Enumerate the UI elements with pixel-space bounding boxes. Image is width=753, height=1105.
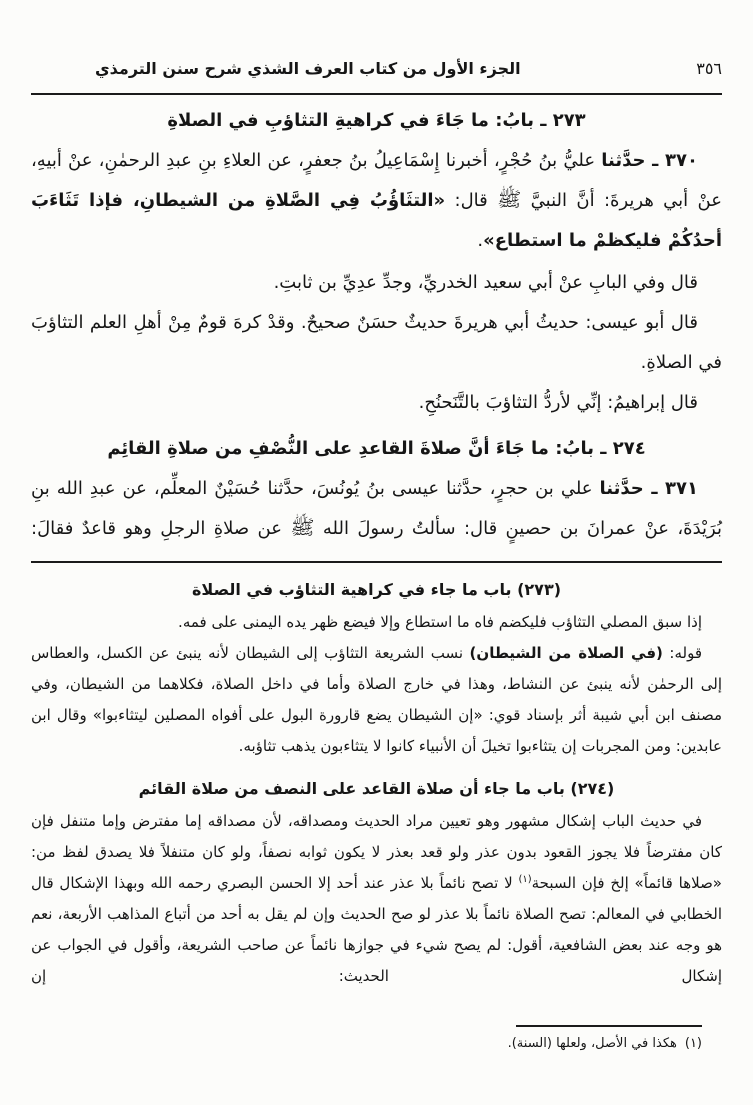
isnad-text: عليُّ بنُ حُجْرٍ، أخبرنا إِسْمَاعِيلُ بنُ جعفرٍ، عن العلاءِ بنِ عبدِ الرحمٰنِ، عنْ أبيهِ، عنْ أبي هريرةَ: أنَّ النبيَّ xyxy=(31,150,722,211)
hadith-number: ٣٧١ ـ حدَّثنا xyxy=(599,478,698,499)
commentary-body: لا تصح نائماً بلا عذر عند أحد إلا الحسن البصري رحمه الله وبهذا الإشكال قال الخطابي في المعالم: تصح الصلاة نائماً بلا عذر لو صح الحديث وإن لم يقل به أحد من أتباع المذاهب الأربعة، نعم هو وجه عند بعض الشافعية، أقول: لم يصح شيء في جوازها نائماً عن صاحب الشريعة، وأقول في الجواب عن إشكال الحديث: إن xyxy=(31,874,722,985)
qawluhu-paragraph xyxy=(31,638,722,762)
hadith-rest: عن صلاةِ الرجلِ وهو قاعدٌ فقالَ: xyxy=(31,518,291,539)
commentary-273-heading: (٢٧٣) باب ما جاء في كراهية التثاؤب في الصلاة xyxy=(191,580,562,599)
commentary-body: في حديث الباب إشكال مشهور وهو تعيين مراد الحديث ومصداقه، لأن مصداقه إما مفترض وإما متنفل فإن كان مفترضاً فلا يجوز القعود بدون عذر ولو قعد بعذر لا يكون ثوابه نصفاً، ولو كان متنفلاً فلا يصدق لفظ من: «صلاها قائماً» إلخ فإن السبحة xyxy=(31,812,722,892)
commentary-paragraph-sitting-prayer xyxy=(31,806,722,992)
commentary-section xyxy=(31,563,722,992)
hadith-number: ٣٧٠ ـ xyxy=(645,150,698,171)
footnote-marker: (١) xyxy=(684,1036,702,1051)
hadith-371 xyxy=(31,469,722,549)
footnote-text: هكذا في الأصل، ولعلها (السنة). xyxy=(507,1036,677,1051)
qawluhu-lemma: (في الصلاة من الشيطان) xyxy=(469,644,663,662)
isnad-text: علي بن حجرٍ، حدَّثنا عيسى بنُ يُونُسَ، حدَّثنا حُسَيْنٌ المعلِّم، عن عبدِ الله بنِ بُرَيْدَةَ، عنْ عمرانَ بن حصينٍ قال: سألتُ رسولَ الله xyxy=(31,478,722,539)
ibrahim-paragraph: قال إبراهيمُ: إنِّي لأردُّ التثاؤبَ بالتَّنَحنُحِ. xyxy=(418,392,698,413)
prophet-honorific-icon: ﷺ xyxy=(497,187,522,211)
commentary-274-heading: (٢٧٤) باب ما جاء أن صلاة القاعد على النصف من صلاة القائم xyxy=(138,779,615,798)
footnote xyxy=(31,1033,702,1055)
abu-isa-paragraph: قال أبو عيسى: حديثُ أبي هريرةَ حديثٌ حسَنٌ صحيحٌ. وقدْ كرهَ قومٌ مِنْ أهلِ العلم التثاؤبَ في الصلاةِ. xyxy=(31,312,722,373)
hadith-quote: «التثَاؤُبُ فِي الصَّلاةِ من الشيطانِ، فإذا تَثَاءَبَ أحدُكُمْ فليكظمْ ما استطاع» xyxy=(31,190,722,251)
qawluhu-body: نسب الشريعة التثاؤب إلى الشيطان لأنه ينبئ عن الكسل، والعطاس إلى الرحمٰن لأنه ينبئ عن النشاط، وهذا في خارج الصلاة وأما في داخل الصلاة، فكلاهما من الشيطان، وفي مصنف ابن أبي شيبة أثر بإسناد قوي: «إن الشيطان يضع قارورة البول على أفواه المصلين ليتثاءبوا» وقال ابن عابدين: ومن المجربات إن يتثاءبوا تخيلَ أن الأنبياء كانوا لا يتثاءبون يذهب تثاؤبه. xyxy=(31,644,722,755)
fil-bab-paragraph: قال وفي البابِ عنْ أبي سعيد الخدريِّ، وجدِّ عدِيِّ بن ثابتِ. xyxy=(273,272,698,293)
qal-text: قال: xyxy=(445,190,498,211)
footnote-area xyxy=(31,1025,722,1055)
chapter-274-heading: ٢٧٤ ـ بابُ: ما جَاءَ أنَّ صلاةَ القاعدِ على النُّصْفِ من صلاةِ القائِم xyxy=(107,438,646,459)
footnote-divider xyxy=(516,1025,702,1027)
matn-section xyxy=(31,95,722,549)
running-title: الجزء الأول من كتاب العرف الشذي شرح سنن الترمذي xyxy=(95,59,521,78)
prophet-honorific-icon: ﷺ xyxy=(290,515,315,539)
hadith-370 xyxy=(31,141,722,261)
chapter-273-heading: ٢٧٣ ـ بابُ: ما جَاءَ في كراهيةِ التثاؤبِ في الصلاةِ xyxy=(167,110,586,131)
page-number: ٣٥٦ xyxy=(696,59,722,78)
page-header xyxy=(31,0,722,95)
qawluhu-intro: قوله: xyxy=(662,644,702,662)
footnote-reference: (١) xyxy=(518,874,532,885)
commentary-paragraph-yawning: إذا سبق المصلي التثاؤب فليكضم فاه ما استطاع وإلا فيضع ظهر يده اليمنى على فمه. xyxy=(178,613,702,631)
narrator-formula: حدَّثنا xyxy=(601,150,646,171)
header-row xyxy=(31,0,722,78)
period: . xyxy=(477,230,484,251)
